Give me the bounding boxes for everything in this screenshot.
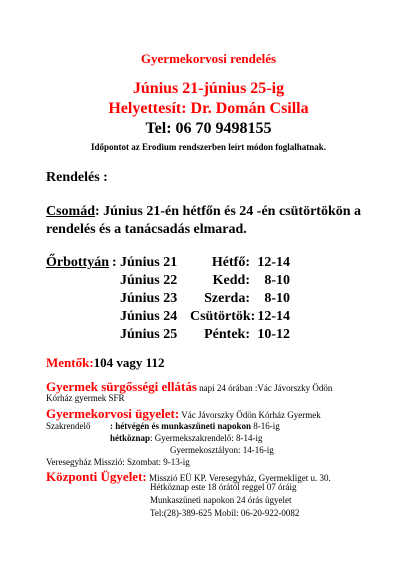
weekend-time: 8-16-ig	[251, 421, 280, 431]
schedule-day: Hétfő:	[211, 255, 250, 270]
surgos-text-1: napi 24 órában :Vác Jávorszky Ödön	[196, 383, 333, 393]
schedule-time: 12-14	[257, 309, 290, 324]
schedule-date: Június 23	[120, 291, 178, 306]
kozponti-text-4: Tel:(28)-389-625 Mobil: 06-20-922-0082	[150, 508, 300, 518]
kozponti-label: Központi Ügyelet:	[46, 469, 147, 484]
kozponti-text-3: Munkaszüneti napokon 24 órás ügyelet	[150, 495, 292, 505]
schedule-date: Június 21	[120, 255, 178, 270]
surgos-text-2: Kórház gyermek SFR	[46, 393, 125, 403]
mentok-label: Mentők:	[46, 355, 94, 370]
orbottyan-label: Őrbottyán	[46, 255, 109, 270]
schedule-time: 8-10	[264, 273, 290, 288]
substitute-doctor: Helyettesít: Dr. Domán Csilla	[108, 100, 309, 117]
page-title: Gyermekorvosi rendelés	[140, 51, 277, 66]
csomad-text-1: : Június 21-én hétfőn és 24 -én csütörtökön a	[95, 204, 362, 219]
weekday-label: hétköznap	[110, 433, 151, 443]
surgos-label: Gyermek sürgősségi ellátás	[46, 379, 197, 394]
schedule-date: Június 25	[120, 327, 178, 342]
weekday-text: : Gyermekszakrendelő: 8-14-ig	[150, 433, 263, 443]
csomad-line-1	[46, 204, 361, 220]
rendeles-heading: Rendelés :	[46, 170, 108, 185]
mentok-line	[46, 355, 164, 371]
ugyelet-text-1: Vác Jávorszky Ödön Kórház Gyermek	[179, 410, 321, 420]
phone-number: Tel: 06 70 9498155	[145, 120, 272, 137]
mentok-value: 104 vagy 112	[93, 355, 165, 370]
schedule-time: 12-14	[257, 255, 290, 270]
schedule-day: Csütörtök:	[190, 309, 256, 324]
gyermekosztaly-line: Gyermekosztályon: 14-16-ig	[170, 445, 274, 455]
span	[110, 421, 280, 431]
szakrendelo-label: Szakrendelő	[46, 421, 91, 431]
schedule-day: Péntek:	[204, 327, 250, 342]
weekend-label: : hétvégén és munkaszüneti napokon	[110, 421, 252, 431]
kozponti-text-2: Hétköznap este 18 órától reggel 07 óráig	[150, 482, 297, 492]
veresegyhaz-line: Veresegyház Misszió: Szombat: 9-13-ig	[46, 457, 190, 467]
schedule-day: Szerda:	[204, 291, 250, 306]
booking-note: Időpontot az Erodium rendszerben leírt módon foglalhatnak.	[91, 142, 326, 152]
kozponti-text-1: Misszió EÜ KP. Veresegyház, Gyermekliget u. 30.	[146, 473, 331, 483]
colon: :	[112, 255, 117, 270]
ugyelet-label: Gyermekorvosi ügyelet:	[46, 406, 180, 421]
schedule-time: 8-10	[264, 291, 290, 306]
schedule-date: Június 22	[120, 273, 178, 288]
schedule-date: Június 24	[120, 309, 178, 324]
csomad-text-2: rendelés és a tanácsadás elmarad.	[46, 222, 247, 237]
ugyelet-weekday-line	[110, 433, 262, 443]
schedule-time: 10-12	[257, 327, 290, 342]
csomad-label: Csomád	[46, 204, 96, 219]
ugyelet-weekend-line	[46, 421, 280, 431]
date-range: Június 21-június 25-ig	[132, 80, 285, 97]
schedule-day: Kedd:	[212, 273, 250, 288]
